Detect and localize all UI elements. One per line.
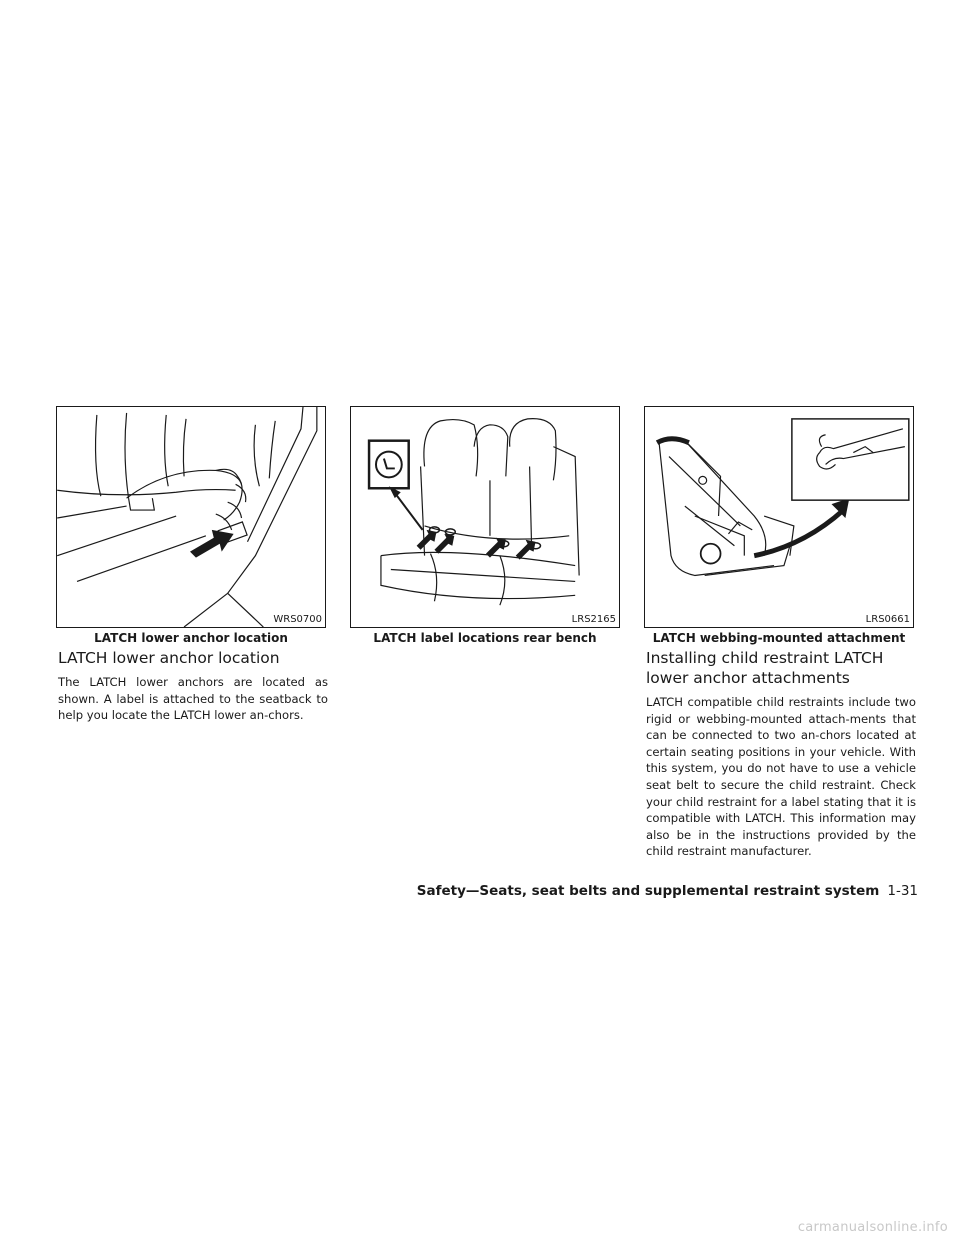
- figure-caption: LATCH lower anchor location: [94, 631, 288, 645]
- section-heading: [646, 648, 883, 688]
- illustration-rear-bench: [351, 407, 619, 627]
- figure-lower-anchor-location: [56, 406, 326, 628]
- illustration-hand-seat-anchor: [57, 407, 325, 627]
- figure-label-locations-rear-bench: [350, 406, 620, 628]
- figure-webbing-mounted-attachment: [644, 406, 914, 628]
- footer-chapter-title: Safety—Seats, seat belts and supplemental restraint system: [416, 883, 880, 899]
- illustration-child-seat-webbing: [645, 407, 913, 627]
- figure-code: LRS0661: [865, 614, 910, 625]
- watermark: carmanualsonline.info: [797, 1220, 948, 1235]
- section-heading-line: lower anchor attachments: [646, 669, 850, 687]
- figure-caption: LATCH label locations rear bench: [373, 631, 597, 645]
- section-heading: LATCH lower anchor location: [58, 649, 280, 667]
- arrow-icon: [417, 530, 536, 560]
- figure-code: WRS0700: [273, 614, 322, 625]
- arrow-icon: [190, 530, 234, 558]
- page-footer: [417, 881, 918, 901]
- section-body: LATCH compatible child restraints include two rigid or webbing-mounted attach-ments that can be connected to two an-chors located at certain seating positions in your vehicle. With this system, you do not have to use a vehicle seat belt to secure the child restraint. Check your child restraint for a label stating that it is compatible with LATCH. This information may also be in the instructions provided by the child restraint manufacturer.: [646, 695, 916, 859]
- page-number: 1-31: [887, 883, 918, 899]
- section-body: The LATCH lower anchors are located as shown. A label is attached to the seatback to help you locate the LATCH lower an-chors.: [58, 675, 328, 723]
- figure-caption: LATCH webbing-mounted attachment: [652, 631, 906, 645]
- section-heading-line: Installing child restraint LATCH: [646, 649, 884, 667]
- figure-code: LRS2165: [571, 614, 616, 625]
